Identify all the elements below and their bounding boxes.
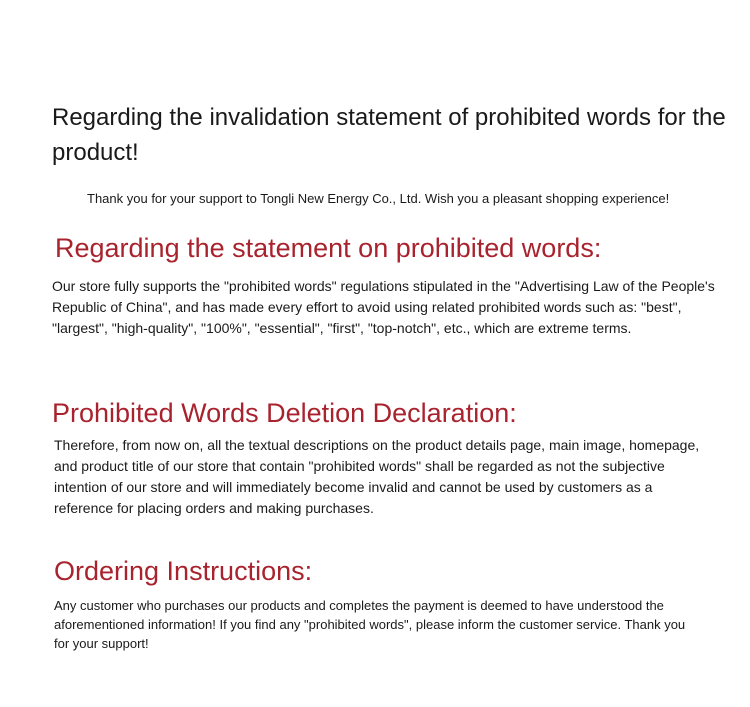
section-body-deletion-declaration: Therefore, from now on, all the textual descriptions on the product details page, main image, homepage, and product title of our store that contain "prohibited words" shall be regarded as not the subjective intention of our store and will immediately become invalid and cannot be used by customers as a reference for placing orders and making purchases. — [54, 437, 700, 516]
page-title: Regarding the invalidation statement of prohibited words for the product! — [52, 104, 726, 166]
section-body-statement: Our store fully supports the "prohibited words" regulations stipulated in the "Advertising Law of the People's Republic of China", and has made every effort to avoid using related prohibited words such as: "best", "largest", "high-quality", "100%", "essential", "first", "top-notch", etc., which are extreme terms. — [52, 278, 715, 336]
section-heading-statement: Regarding the statement on prohibited words: — [55, 233, 602, 263]
thanks-line: Thank you for your support to Tongli New Energy Co., Ltd. Wish you a pleasant shopping experience! — [87, 191, 670, 206]
section-heading-deletion-declaration: Prohibited Words Deletion Declaration: — [52, 398, 517, 428]
section-heading-ordering-instructions: Ordering Instructions: — [54, 556, 313, 586]
section-body-ordering-instructions: Any customer who purchases our products and completes the payment is deemed to have understood the aforementioned information! If you find any "prohibited words", please inform the customer service. Thank you for your support! — [54, 598, 686, 651]
